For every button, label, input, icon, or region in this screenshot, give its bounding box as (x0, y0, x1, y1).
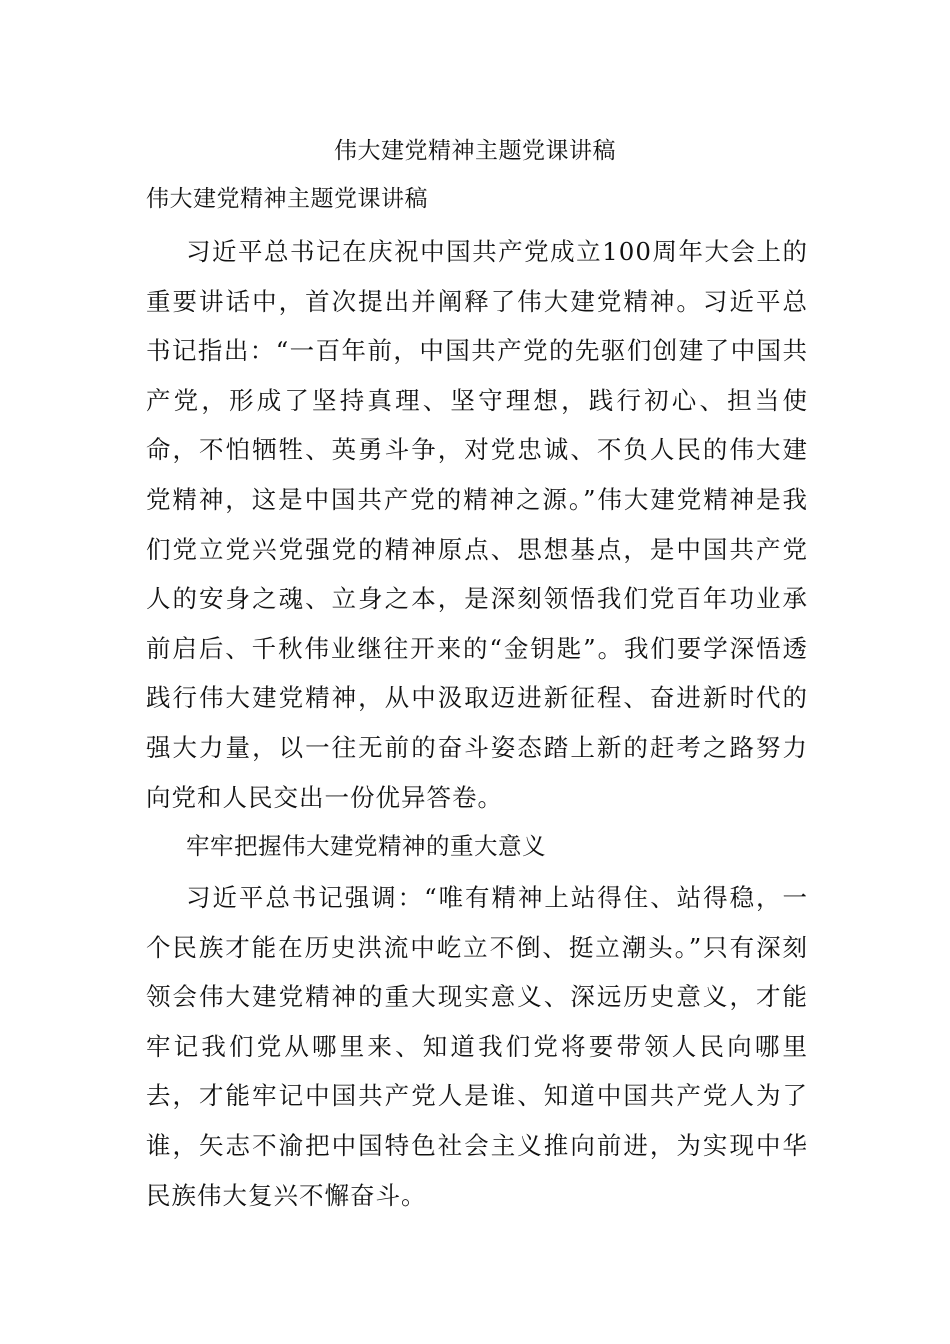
paragraph-significance: 习近平总书记强调：“唯有精神上站得住、站得稳，一个民族才能在历史洪流中屹立不倒、挺立潮头。”只有深刻领会伟大建党精神的重大现实意义、深远历史意义，才能牢记我们党从哪里来、知道我们党将要带领人民向哪里去，才能牢记中国共产党人是谁、知道中国共产党人为了谁，矢志不渝把中国特色社会主义推向前进，为实现中华民族伟大复兴不懈奋斗。 (146, 883, 808, 1210)
paragraph-intro: 习近平总书记在庆祝中国共产党成立100周年大会上的重要讲话中，首次提出并阐释了伟大建党精神。习近平总书记指出：“一百年前，中国共产党的先驱们创建了中国共产党，形成了坚持真理、坚守理想，践行初心、担当使命，不怕牺牲、英勇斗争，对党忠诚、不负人民的伟大建党精神，这是中国共产党的精神之源。”伟大建党精神是我们党立党兴党强党的精神原点、思想基点，是中国共产党人的安身之魂、立身之本，是深刻领悟我们党百年功业承前启后、千秋伟业继往开来的“金钥匙”。我们要学深悟透践行伟大建党精神，从中汲取迈进新征程、奋进新时代的强大力量，以一往无前的奋斗姿态踏上新的赶考之路努力向党和人民交出一份优异答卷。 (146, 237, 808, 812)
document-subtitle: 伟大建党精神主题党课讲稿 (146, 186, 428, 212)
document-title: 伟大建党精神主题党课讲稿 (334, 138, 616, 164)
section-heading: 牢牢把握伟大建党精神的重大意义 (186, 832, 546, 860)
